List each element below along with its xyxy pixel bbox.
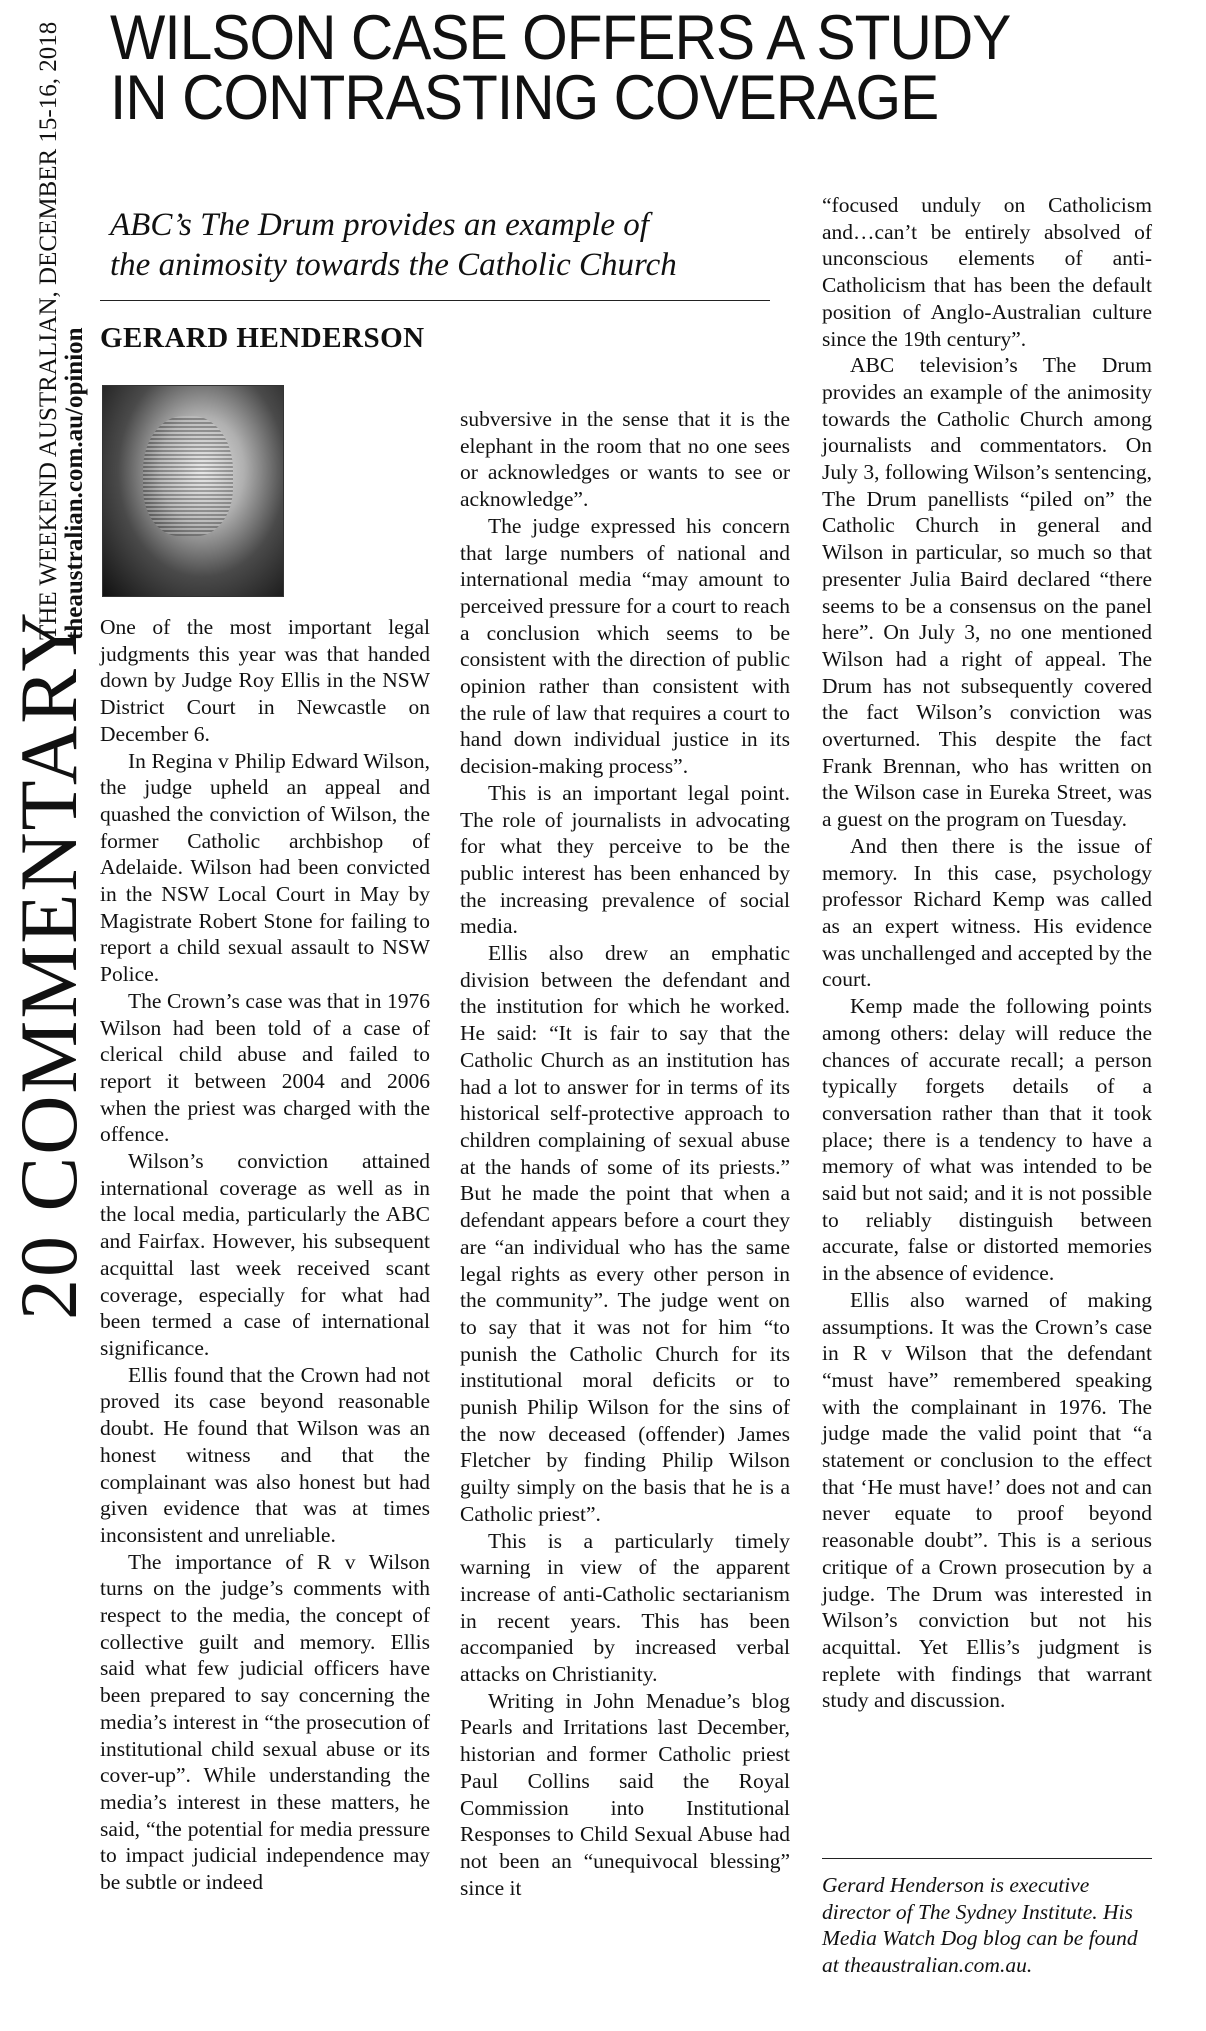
standfirst-divider — [100, 300, 770, 301]
paragraph: One of the most important legal judgments this year was that handed down by Judge Roy Ellis in the NSW District Court in Newcastle on December 6. — [100, 615, 430, 746]
section-label: 20 COMMENTARY — [3, 610, 94, 1320]
paragraph: ABC television’s The Drum provides an example of the animosity towards the Catholic Church among journalists and commentators. On July 3, following Wilson’s sentencing, The Drum panellists “piled on” the Catholic Church in general and Wilson in particular, so much so that presenter Julia Baird declared “there seems to be a consensus on the panel here”. On July 3, no one mentioned Wilson had a right of appeal. The Drum has not subsequently covered the fact Wilson’s conviction was overturned. This despite the fact Frank Brennan, who has written on the Wilson case in Eureka Street, was a guest on the program on Tuesday. — [822, 353, 1152, 832]
paragraph: Ellis also drew an emphatic division between the defendant and the institution for which he worked. He said: “It is fair to say that the Catholic Church as an institution has had a lot to answer for in terms of its historical self-protective approach to children complaining of sexual abuse at the hands of some of its priests.” But he made the point that when a defendant appears before a court they are “an individual who has the same legal rights as every other person in the community”. The judge went on to say that it was not for him “to punish the Catholic Church for its institutional moral deficits or to punish Philip Wilson for the sins of the now deceased (offender) James Fletcher by finding Philip Wilson guilty simply on the basis that he is a Catholic priest”. — [460, 941, 790, 1526]
article-column-2 — [460, 406, 790, 1901]
paragraph: Writing in John Menadue’s blog Pearls and Irritations last December, historian and former Catholic priest Paul Collins said the Royal Commission into Institutional Responses to Child Sexual Abuse had not been an “unequivocal blessing” since it — [460, 1688, 790, 1900]
byline: GERARD HENDERSON — [100, 322, 425, 354]
vertical-sidebar — [0, 0, 100, 2031]
paragraph: Wilson’s conviction attained international coverage as well as in the local media, particularly the ABC and Fairfax. However, his subsequent acquittal last week received scant coverage, especially for what had been termed a case of international significance. — [100, 1149, 430, 1360]
standfirst-line-1: ABC’s The Drum provides an example of — [110, 207, 649, 243]
paragraph: The importance of R v Wilson turns on the judge’s comments with respect to the media, the concept of collective guilt and memory. Ellis said what few judicial officers have been prepared to say concerning the media’s interest in “the prosecution of institutional child sexual abuse or its cover-up”. While understanding the media’s interest in these matters, he said, “the potential for media pressure to impact judicial independence may be subtle or indeed — [100, 1549, 430, 1895]
paragraph: Ellis also warned of making assumptions. It was the Crown’s case in R v Wilson that the defendant “must have” remembered speaking with the complainant in 1976. The judge made the valid point that “a statement or conclusion to the effect that ‘He must have!’ does not and can never equate to proof beyond reasonable doubt”. This is a serious critique of a Crown prosecution by a judge. The Drum was interested in Wilson’s conviction but not his acquittal. Yet Ellis’s judgment is replete with findings that warrant study and discussion. — [822, 1287, 1152, 1713]
paragraph: This is a particularly timely warning in view of the apparent increase of anti-Catholic sectarianism in recent years. This has been accompanied by increased verbal attacks on Christianity. — [460, 1528, 790, 1687]
paragraph: The judge expressed his concern that large numbers of national and international media “may amount to perceived pressure for a court to reach a conclusion which seems to be consistent with the direction of public opinion rather than consistent with the rule of law that requires a court to hand down individual justice in its decision-making process”. — [460, 513, 790, 779]
headline-line-2: IN CONTRASTING COVERAGE — [110, 63, 939, 133]
headline-line-1: WILSON CASE OFFERS A STUDY — [110, 3, 1011, 73]
paragraph: This is an important legal point. The role of journalists in advocating for what they perceive to be the public interest has been enhanced by the increasing prevalence of social media. — [460, 780, 790, 939]
standfirst — [110, 205, 770, 285]
headline — [110, 3, 1114, 133]
paragraph: “focused unduly on Catholicism and…can’t be entirely absolved of unconscious elements of anti-Catholicism that has been the default position of Anglo-Australian culture since the 19th century”. — [822, 193, 1152, 351]
author-bio: Gerard Henderson is executive director of The Sydney Institute. His Media Watch Dog blog can be found at theaustralian.com.au. — [822, 1873, 1138, 1978]
paragraph: In Regina v Philip Edward Wilson, the judge upheld an appeal and quashed the conviction of Wilson, the former Catholic archbishop of Adelaide. Wilson had been convicted in the NSW Local Court in May by Magistrate Robert Stone for failing to report a child sexual assault to NSW Police. — [100, 748, 430, 987]
standfirst-line-2: the animosity towards the Catholic Church — [110, 247, 677, 283]
paragraph: Kemp made the following points among others: delay will reduce the chances of accurate recall; a person typically forgets details of a conversation rather than that it took place; there is a tendency to have a memory of what was intended to be said but not said; and it is not possible to reliably distinguish between accurate, false or distorted memories in the absence of evidence. — [822, 994, 1152, 1286]
paragraph: Ellis found that the Crown had not proved its case beyond reasonable doubt. He found that Wilson was an honest witness and that the complainant was also honest but had given evidence that was at times inconsistent and unreliable. — [100, 1362, 430, 1547]
section-url: theaustralian.com.au/opinion — [61, 327, 88, 640]
paragraph: The Crown’s case was that in 1976 Wilson had been told of a case of clerical child abuse and failed to report it between 2004 and 2006 when the priest was charged with the offence. — [100, 988, 430, 1147]
paragraph: subversive in the sense that it is the elephant in the room that no one sees or acknowledges or wants to see or acknowledge”. — [460, 407, 790, 512]
author-photo — [102, 385, 284, 597]
article-column-1 — [100, 614, 430, 1896]
bio-divider — [822, 1858, 1152, 1859]
article-column-3 — [822, 192, 1152, 1714]
paragraph: And then there is the issue of memory. In this case, psychology professor Richard Kemp was called as an expert witness. His evidence was unchallenged and accepted by the court. — [822, 833, 1152, 992]
publication-dateline: THE WEEKEND AUSTRALIAN, DECEMBER 15-16, 2018 — [35, 21, 62, 640]
